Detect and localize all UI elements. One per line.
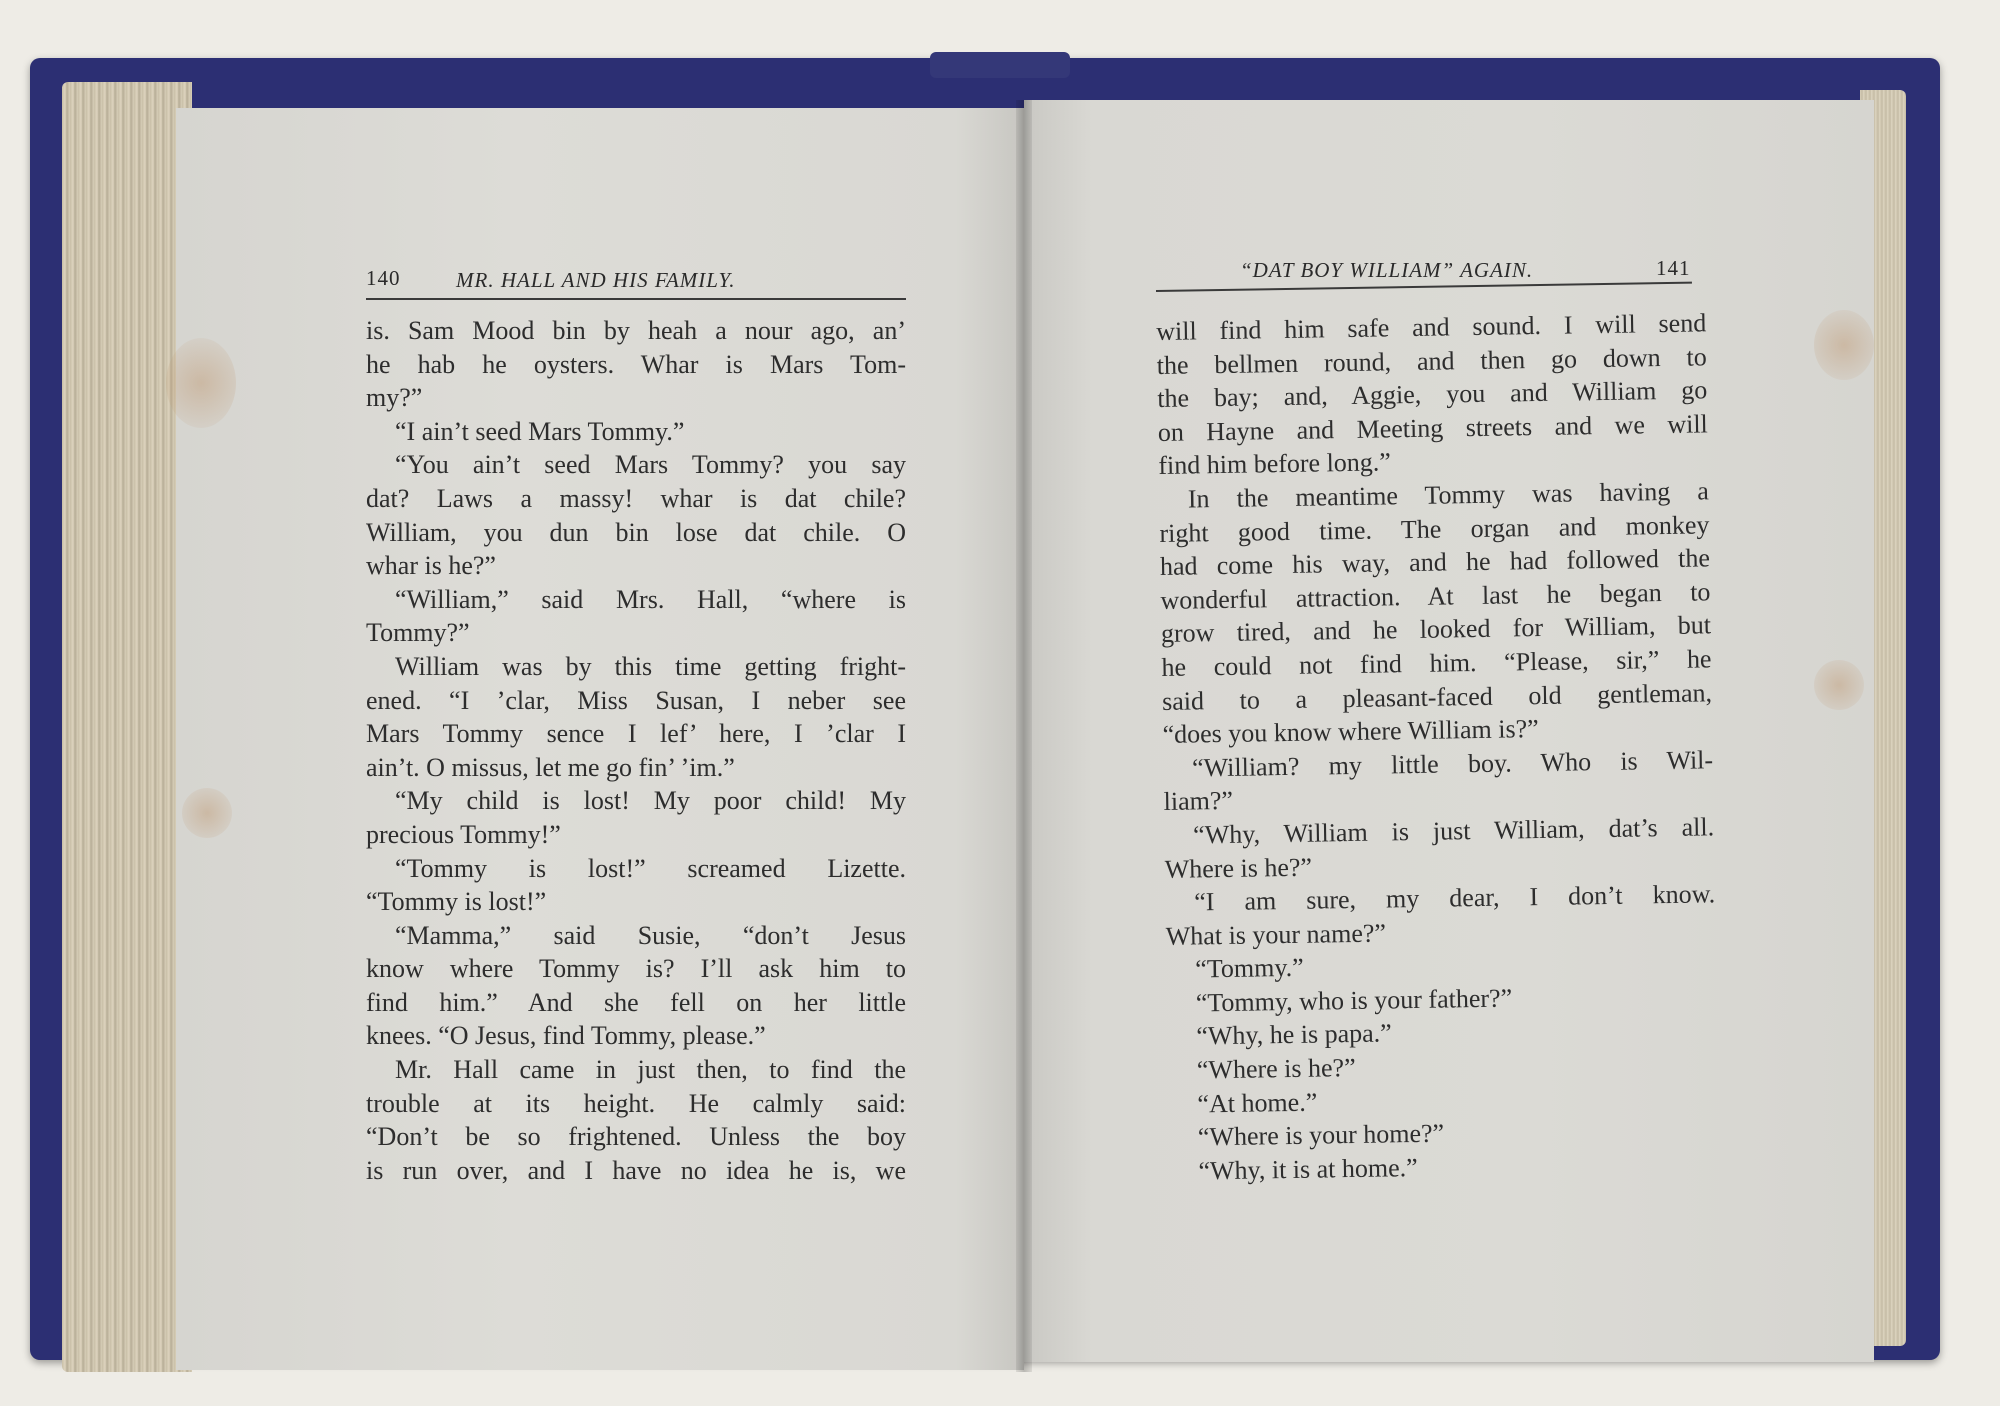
- text-line: Mars Tommy sence I lef’ here, I ’clar I: [366, 719, 906, 749]
- text-line: Where is he?”: [1164, 852, 1313, 884]
- text-line: “William? my little boy. Who is Wil-: [1191, 745, 1714, 783]
- text-line: “Tommy.”: [1195, 953, 1304, 984]
- text-line: “Tommy is lost!”: [366, 887, 547, 917]
- running-head-title: “DAT BOY WILLIAM” AGAIN.: [1240, 258, 1534, 282]
- text-line: the bellmen round, and then go down to: [1156, 341, 1707, 380]
- foxing-stain: [1814, 660, 1864, 710]
- text-line: find him before long.”: [1158, 447, 1392, 481]
- text-line: whar is he?”: [366, 551, 496, 581]
- text-line: “I ain’t seed Mars Tommy.”: [395, 416, 685, 446]
- foxing-stain: [182, 788, 232, 838]
- text-line: “You ain’t seed Mars Tommy? you say: [395, 450, 906, 480]
- text-line: find him.” And she fell on her little: [366, 987, 906, 1017]
- text-line: “Where is your home?”: [1197, 1118, 1445, 1152]
- foxing-stain: [166, 338, 236, 428]
- text-line: “I am sure, my dear, I don’t know.: [1193, 879, 1716, 917]
- text-line: “William,” said Mrs. Hall, “where is: [395, 584, 906, 614]
- text-line: he hab he oysters. Whar is Mars Tom-: [366, 349, 906, 379]
- text-line: grow tired, and he looked for William, but: [1160, 610, 1712, 649]
- left-page: [176, 108, 1024, 1370]
- page-number: 141: [1656, 256, 1691, 280]
- right-page: [1024, 100, 1874, 1362]
- text-line: In the meantime Tommy was having a: [1187, 476, 1710, 514]
- text-line: had come his way, and he had followed the: [1159, 543, 1711, 582]
- text-line: What is your name?”: [1165, 918, 1387, 951]
- text-line: is. Sam Mood bin by heah a nour ago, an’: [366, 316, 906, 345]
- text-line: trouble at its height. He calmly said:: [366, 1088, 906, 1118]
- text-line: he could not find him. “Please, sir,” he: [1161, 644, 1712, 682]
- text-line: know where Tommy is? I’ll ask him to: [366, 954, 906, 984]
- text-line: liam?”: [1163, 786, 1234, 817]
- text-line: Tommy?”: [366, 618, 470, 648]
- text-line: on Hayne and Meeting streets and we will: [1157, 409, 1709, 447]
- text-line: “Don’t be so frightened. Unless the boy: [366, 1122, 906, 1152]
- text-line: knees. “O Jesus, find Tommy, please.”: [366, 1021, 766, 1051]
- text-line: “Tommy is lost!” screamed Lizette.: [395, 853, 906, 883]
- text-line: “Mamma,” said Susie, “don’t Jesus: [395, 920, 906, 950]
- text-line: “Tommy, who is your father?”: [1195, 983, 1513, 1018]
- text-line: precious Tommy!”: [366, 819, 561, 849]
- right-page-text: [1156, 306, 1720, 1188]
- foxing-stain: [1814, 310, 1874, 380]
- text-line: “At home.”: [1197, 1087, 1318, 1119]
- text-line: Mr. Hall came in just then, to find the: [395, 1055, 906, 1085]
- text-line: William, you dun bin lose dat chile. O: [366, 517, 906, 547]
- text-line: ain’t. O missus, let me go fin’ ’im.”: [366, 752, 735, 782]
- text-line: “Why, it is at home.”: [1198, 1152, 1418, 1186]
- text-line: is run over, and I have no idea he is, we: [366, 1155, 906, 1185]
- book-spine: [930, 52, 1070, 78]
- text-line: William was by this time getting fright-: [395, 651, 906, 681]
- text-line: my?”: [366, 383, 423, 413]
- text-line: “My child is lost! My poor child! My: [395, 786, 906, 816]
- header-rule: [366, 298, 906, 300]
- page-number: 140: [366, 266, 401, 290]
- running-head-title: MR. HALL AND HIS FAMILY.: [456, 268, 736, 292]
- text-line: “Why, he is papa.”: [1196, 1018, 1392, 1051]
- text-line: right good time. The organ and monkey: [1159, 509, 1710, 548]
- text-line: “does you know where William is?”: [1162, 714, 1539, 750]
- book-gutter: [1016, 100, 1032, 1372]
- text-line: said to a pleasant-faced old gentleman,: [1161, 677, 1713, 716]
- text-line: dat? Laws a massy! whar is dat chile?: [366, 483, 906, 513]
- text-line: ened. “I ’clar, Miss Susan, I neber see: [366, 685, 906, 715]
- text-line: will find him safe and sound. I will send: [1156, 308, 1707, 346]
- text-line: “Where is he?”: [1196, 1053, 1356, 1085]
- text-line: “Why, William is just William, dat’s all.: [1192, 812, 1715, 850]
- left-page-edges: [62, 82, 192, 1372]
- text-line: wonderful attraction. At last he began to: [1160, 577, 1711, 615]
- left-page-text: [366, 314, 906, 1187]
- text-line: the bay; and, Aggie, you and William go: [1157, 375, 1708, 414]
- left-running-head: [366, 260, 1096, 300]
